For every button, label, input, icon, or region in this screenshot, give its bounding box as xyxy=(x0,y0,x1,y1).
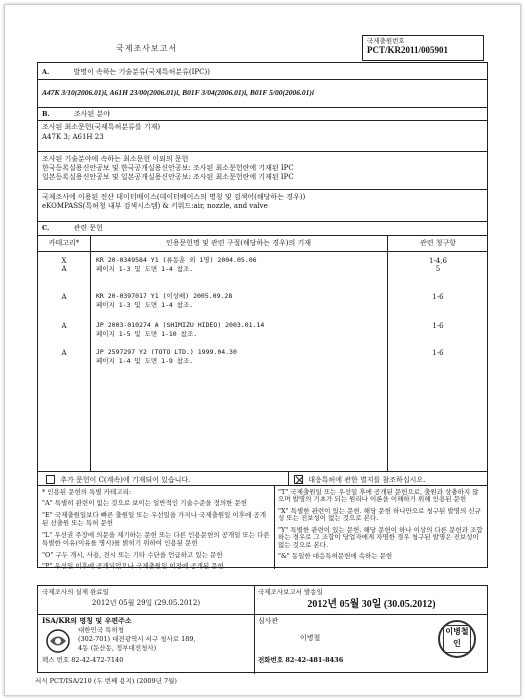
section-b-title: 조사된 분야 xyxy=(74,110,111,118)
family-check xyxy=(294,475,425,484)
section-a-title: 발명이 속하는 기술분류(국제특허분류(IPC)) xyxy=(73,68,210,76)
completion-date: 2012년 05월 29일 (29.05.2012) xyxy=(91,599,201,607)
other-doc-line-1: 한국등록실용신안공보 및 한국공개실용신안공보: 조사된 최소문헌란에 기재된 IPC xyxy=(42,164,294,172)
note-amp: "&" 동일한 대응특허문헌에 속하는 문헌 xyxy=(278,552,393,561)
note-y: "Y" 특별한 관련이 있는 문헌. 해당 문헌이 하나 이상의 다른 문헌과 조합하는 경우로 그 조합이 당업자에게 자명한 경우 청구된 발명은 진보성이 없는 것으로 본다. xyxy=(278,525,483,549)
authority-box xyxy=(37,585,488,673)
row-citation-line-1: JP 2597297 Y2 (TOTO LTD.) 1999.04.30 xyxy=(96,348,237,356)
row-citation-line-2: 페이지 1-5 및 도면 1-10 참조. xyxy=(96,330,198,338)
intl-app-number: PCT/KR2011/005901 xyxy=(367,45,449,56)
other-doc-label: 조사된 기술분야에 속하는 최소문헌 이외의 문헌 xyxy=(42,155,189,163)
db-label: 국제조사에 이용된 전산 데이터베이스(데이터베이스의 명칭 및 검색어(해당하는 경우)) xyxy=(42,193,306,201)
min-doc-label: 조사된 최소문헌(국제특허분류를 기재) xyxy=(42,123,161,131)
authority-name: 대한민국 특허청 xyxy=(78,626,125,634)
authority-address-1: (302-701) 대전광역시 서구 청사로 189, xyxy=(78,635,196,643)
col-category-header: 카테고리* xyxy=(48,239,80,247)
notes-left xyxy=(42,500,270,570)
note-e: "E" 국제출원일보다 빠른 출원일 또는 우선일을 가지나 국제출원일 이후에 공개된 선출원 또는 특허 문헌 xyxy=(42,511,266,527)
section-b-header xyxy=(42,110,110,118)
completion-label: 국제조사의 실제 완료일 xyxy=(42,588,109,596)
kipo-logo-icon xyxy=(44,628,72,654)
row-category: A xyxy=(61,322,67,330)
seal-text: 이병철인 xyxy=(443,625,471,653)
officer-phone: 전화번호 82-42-481-8436 xyxy=(258,656,344,664)
row-category: A xyxy=(61,293,67,301)
row-category: X A xyxy=(61,257,67,274)
row-claims: 1-6 xyxy=(432,322,444,330)
form-footer: 서식 PCT/ISA/210 (두 번째 용지) (2009년 7월) xyxy=(35,677,177,685)
section-a-header xyxy=(42,68,210,76)
family-label: 대응특허에 관한 별지를 참조하십시오. xyxy=(308,475,426,484)
note-o: "O" 구두 개시, 사용, 전시 또는 기타 수단을 언급하고 있는 문헌 xyxy=(42,551,223,560)
family-checkbox-checked xyxy=(294,475,303,484)
note-a: "A" 특별히 관련이 없는 것으로 보이는 일반적인 기술수준을 정의한 문헌 xyxy=(42,499,248,507)
section-b-letter: B. xyxy=(42,110,50,118)
row-citation-line-2: 페이지 1-3 및 도면 1-4 참조. xyxy=(96,265,194,273)
row-citation-line-2: 페이지 1-4 및 도면 1-9 참조. xyxy=(96,357,194,365)
more-docs-label: 추가 문헌이 C(계속)에 기재되어 있습니다. xyxy=(60,475,191,484)
page-title: 국제조사보고서 xyxy=(116,44,178,53)
intl-app-label: 국제출원번호 xyxy=(367,37,405,45)
intl-app-box xyxy=(362,35,484,61)
section-a-ipc: A47K 3/10(2006.01)i, A61H 23/00(2006.01)i, B01F 3/04(2006.01)i, B01F 5/00(2006.01)i xyxy=(42,88,314,97)
min-doc-value: A47K 3; A61H 23 xyxy=(42,133,104,141)
mailing-label: 국제조사보고서 발송일 xyxy=(258,588,323,596)
officer-seal-icon xyxy=(438,620,476,658)
section-c-header xyxy=(42,224,103,232)
mailing-date: 2012년 05월 30일 (30.05.2012) xyxy=(307,599,436,610)
more-docs-checkbox xyxy=(46,475,55,484)
officer-label: 심사관 xyxy=(258,617,279,625)
col-citation-header: 인용문헌명 및 관련 구절(해당하는 경우)의 기재 xyxy=(165,239,312,247)
authority-address-2: 4동 (둔산동, 정부대전청사) xyxy=(78,644,157,652)
notes-heading: * 인용된 문헌의 특별 카테고리: xyxy=(42,488,132,496)
col-claims-header: 관련 청구항 xyxy=(419,239,457,247)
row-claims: 1-4,6 5 xyxy=(429,257,447,274)
notes-right xyxy=(278,489,484,561)
authority-fax: 팩스 번호 82-42-472-7140 xyxy=(42,656,124,664)
section-c-title: 관련 문헌 xyxy=(73,224,103,232)
row-claims: 1-6 xyxy=(432,349,444,357)
row-claims: 1-6 xyxy=(432,293,444,301)
note-l: "L" 우선권 주장에 의문을 제기하는 문헌 또는 다른 인용문헌의 공개일 또는 다른 특별한 이유(이유를 명시)를 밝히기 위하여 인용된 문헌 xyxy=(42,531,270,547)
row-category: A xyxy=(61,349,67,357)
section-a-letter: A. xyxy=(42,68,50,76)
report-main-box xyxy=(37,62,488,568)
row-citation-line-2: 페이지 1-3 및 도면 1-4 참조. xyxy=(96,301,194,309)
note-p: "P" 우선일 이후에 공개되었으나 국제출원일 이전에 공개된 문헌 xyxy=(42,561,224,570)
officer-name: 이병철 xyxy=(300,634,321,642)
more-docs-check xyxy=(46,475,190,484)
section-c-letter: C. xyxy=(42,224,50,232)
other-doc-line-2: 일본등록실용신안공보 및 일본공개실용신안공보: 조사된 최소문헌란에 기재된 IPC xyxy=(42,173,294,181)
row-citation-line-1: JP 2003-010274 A (SHIMIZU HIDEO) 2003.01.14 xyxy=(96,321,265,329)
row-citation-line-1: KR 20-0349584 Y1 (류동훈 외 1명) 2004.05.06 xyxy=(96,256,257,264)
db-value: eKOMPASS(특허청 내부 검색시스템) & 키워드:air, nozzle, and valve xyxy=(42,202,268,210)
authority-label: ISA/KR의 명칭 및 우편주소 xyxy=(42,616,132,625)
note-t: "T" 국제출원일 또는 우선일 후에 공개된 문헌으로, 출원과 상충하지 않으며 발명의 기초가 되는 원리나 이론을 이해하기 위해 인용된 문헌 xyxy=(278,488,479,504)
row-citation-line-1: KR 20-0397017 Y1 (이상배) 2005.09.28 xyxy=(96,292,233,300)
note-x: "X" 특별한 관련이 있는 문헌. 해당 문헌 하나만으로 청구된 발명의 신규성 또는 진보성이 없는 것으로 본다. xyxy=(278,506,481,523)
